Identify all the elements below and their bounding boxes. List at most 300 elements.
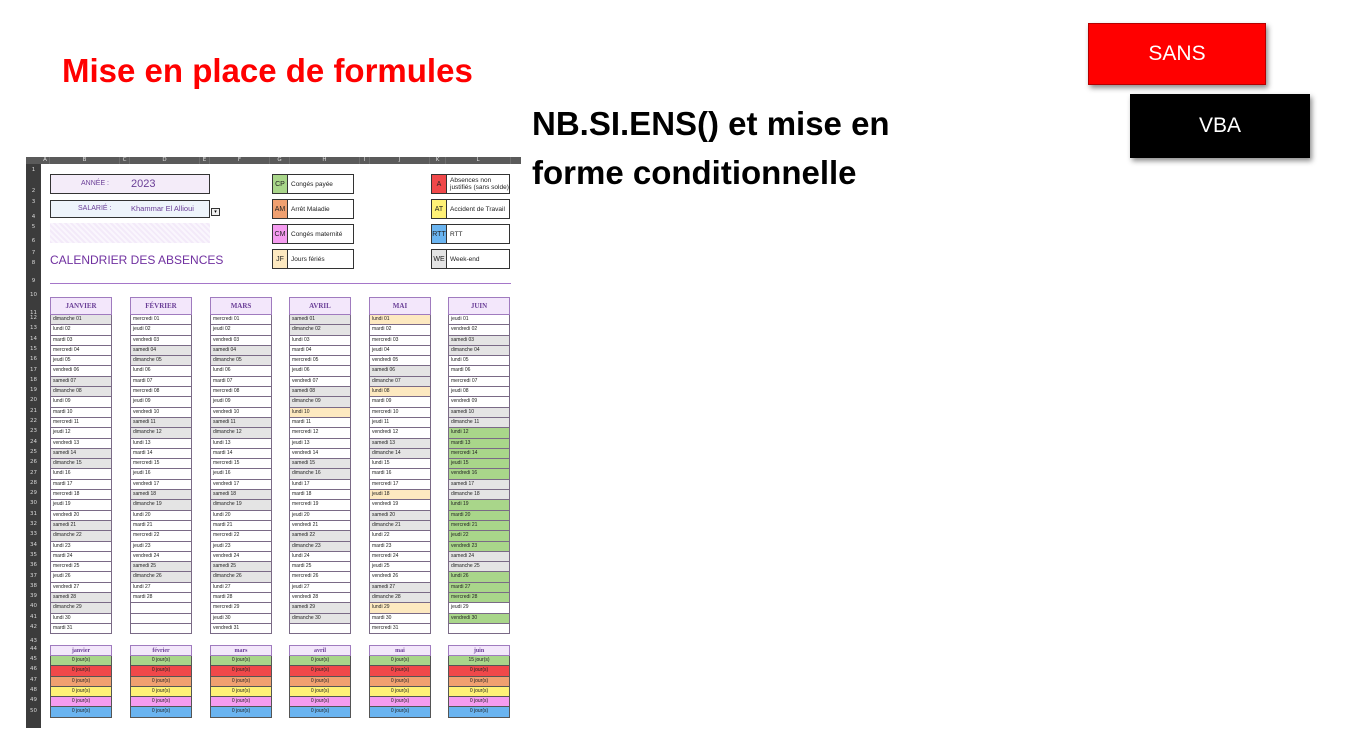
row-number[interactable]: 40 xyxy=(30,603,37,610)
day-cell[interactable]: vendredi 31 xyxy=(210,624,272,634)
day-cell[interactable]: mardi 28 xyxy=(130,593,192,603)
day-cell[interactable]: lundi 06 xyxy=(210,366,272,376)
day-cell[interactable]: vendredi 10 xyxy=(210,408,272,418)
day-cell[interactable]: samedi 03 xyxy=(448,336,510,346)
row-number[interactable]: 11 xyxy=(30,310,37,316)
day-cell[interactable]: mardi 09 xyxy=(369,397,431,407)
day-cell[interactable]: lundi 03 xyxy=(289,336,351,346)
summary-header: février xyxy=(130,645,192,656)
row-number[interactable]: 30 xyxy=(30,500,37,507)
day-cell[interactable]: mardi 14 xyxy=(210,449,272,459)
annee-box xyxy=(50,174,210,194)
day-cell[interactable]: vendredi 14 xyxy=(289,449,351,459)
day-cell[interactable]: lundi 02 xyxy=(50,325,112,335)
day-cell[interactable]: mercredi 29 xyxy=(210,603,272,613)
day-cell[interactable]: vendredi 02 xyxy=(448,325,510,335)
day-cell[interactable]: jeudi 05 xyxy=(50,356,112,366)
row-number[interactable]: 48 xyxy=(30,686,37,693)
day-cell[interactable]: dimanche 12 xyxy=(130,428,192,438)
day-cell[interactable]: mercredi 31 xyxy=(369,624,431,634)
day-cell[interactable]: jeudi 04 xyxy=(369,346,431,356)
legend-code-cp: CP xyxy=(272,174,288,194)
day-cell[interactable]: mercredi 22 xyxy=(210,531,272,541)
day-cell[interactable]: dimanche 09 xyxy=(289,397,351,407)
day-cell[interactable]: lundi 19 xyxy=(448,500,510,510)
day-cell[interactable]: samedi 13 xyxy=(369,439,431,449)
day-cell[interactable]: jeudi 27 xyxy=(289,583,351,593)
day-cell[interactable]: vendredi 09 xyxy=(448,397,510,407)
day-cell[interactable]: samedi 04 xyxy=(130,346,192,356)
day-cell[interactable]: vendredi 17 xyxy=(210,480,272,490)
row-number[interactable]: 1 xyxy=(31,167,36,173)
day-cell[interactable]: lundi 15 xyxy=(369,459,431,469)
legend-label-jf: Jours fériés xyxy=(288,249,354,269)
day-cell[interactable]: mardi 31 xyxy=(50,624,112,634)
day-cell[interactable]: mardi 07 xyxy=(130,377,192,387)
day-cell[interactable]: samedi 18 xyxy=(210,490,272,500)
day-cell[interactable]: mercredi 28 xyxy=(448,593,510,603)
day-cell[interactable]: vendredi 12 xyxy=(369,428,431,438)
row-number[interactable]: 28 xyxy=(30,479,37,486)
row-number[interactable]: 24 xyxy=(30,438,37,445)
month-column-5 xyxy=(369,297,431,634)
day-cell[interactable]: lundi 10 xyxy=(289,408,351,418)
day-cell[interactable]: lundi 08 xyxy=(369,387,431,397)
row-number[interactable]: 34 xyxy=(30,541,37,548)
day-cell[interactable]: dimanche 12 xyxy=(210,428,272,438)
month-column-3 xyxy=(210,297,272,634)
row-number[interactable]: 25 xyxy=(30,448,37,455)
day-cell[interactable]: lundi 16 xyxy=(50,469,112,479)
day-cell[interactable]: dimanche 21 xyxy=(369,521,431,531)
day-cell[interactable]: mardi 14 xyxy=(130,449,192,459)
day-cell[interactable]: dimanche 04 xyxy=(448,346,510,356)
day-cell[interactable]: samedi 14 xyxy=(50,449,112,459)
slide-title: Mise en place de formules xyxy=(62,52,473,89)
day-cell[interactable]: lundi 23 xyxy=(50,542,112,552)
day-cell[interactable]: jeudi 09 xyxy=(210,397,272,407)
column-header-c[interactable]: C xyxy=(120,157,130,164)
legend-label-a: Absences non justifiés (sans solde) xyxy=(447,174,510,194)
summary-count-cell: 0 jour(s) xyxy=(130,656,192,666)
day-cell[interactable]: samedi 01 xyxy=(289,315,351,325)
day-cell[interactable]: samedi 24 xyxy=(448,552,510,562)
column-header-bar xyxy=(26,157,521,164)
column-header-h[interactable]: H xyxy=(290,157,360,164)
row-number[interactable]: 41 xyxy=(30,613,37,620)
column-header-k[interactable]: K xyxy=(430,157,446,164)
day-cell[interactable]: mardi 25 xyxy=(289,562,351,572)
day-cell[interactable]: vendredi 28 xyxy=(289,593,351,603)
day-cell[interactable]: mardi 07 xyxy=(210,377,272,387)
day-cell[interactable]: jeudi 16 xyxy=(210,469,272,479)
day-cell[interactable]: vendredi 03 xyxy=(210,336,272,346)
day-cell[interactable]: lundi 01 xyxy=(369,315,431,325)
day-cell[interactable]: mardi 21 xyxy=(130,521,192,531)
chevron-down-icon: ▾ xyxy=(214,209,217,215)
row-number[interactable]: 44 xyxy=(30,646,37,652)
day-cell[interactable]: lundi 13 xyxy=(210,439,272,449)
row-number[interactable]: 19 xyxy=(30,387,37,394)
summary-count-cell: 0 jour(s) xyxy=(130,677,192,687)
day-cell[interactable]: mardi 20 xyxy=(448,511,510,521)
row-number[interactable]: 43 xyxy=(30,638,37,644)
day-cell[interactable]: lundi 05 xyxy=(448,356,510,366)
row-number[interactable]: 39 xyxy=(30,593,37,600)
day-cell[interactable]: jeudi 15 xyxy=(448,459,510,469)
row-number[interactable]: 33 xyxy=(30,531,37,538)
day-cell[interactable]: dimanche 26 xyxy=(210,572,272,582)
day-cell[interactable]: jeudi 30 xyxy=(210,614,272,624)
day-cell[interactable]: vendredi 10 xyxy=(130,408,192,418)
column-header-l[interactable]: L xyxy=(446,157,511,164)
column-header-b[interactable]: B xyxy=(50,157,120,164)
row-number[interactable]: 12 xyxy=(30,315,37,321)
day-cell[interactable] xyxy=(448,624,510,634)
day-cell[interactable]: samedi 07 xyxy=(50,377,112,387)
day-cell[interactable]: lundi 20 xyxy=(130,511,192,521)
day-cell[interactable]: mardi 18 xyxy=(289,490,351,500)
month-header: JANVIER xyxy=(50,297,112,315)
day-cell[interactable] xyxy=(130,614,192,624)
day-cell[interactable]: dimanche 05 xyxy=(130,356,192,366)
column-header-a[interactable]: A xyxy=(41,157,50,164)
row-number[interactable]: 6 xyxy=(31,238,36,244)
day-cell[interactable]: samedi 25 xyxy=(210,562,272,572)
row-number[interactable]: 31 xyxy=(30,510,37,517)
day-cell[interactable]: mardi 04 xyxy=(289,346,351,356)
day-cell[interactable]: mercredi 22 xyxy=(130,531,192,541)
legend-code-cm: CM xyxy=(272,224,288,244)
day-cell[interactable] xyxy=(289,624,351,634)
row-number[interactable]: 18 xyxy=(30,376,37,383)
day-cell[interactable]: dimanche 25 xyxy=(448,562,510,572)
summary-count-cell: 0 jour(s) xyxy=(210,687,272,697)
row-number[interactable]: 17 xyxy=(30,366,37,373)
day-cell[interactable]: lundi 06 xyxy=(130,366,192,376)
summary-column-1 xyxy=(50,645,112,718)
day-cell[interactable]: mercredi 11 xyxy=(50,418,112,428)
day-cell[interactable]: mercredi 15 xyxy=(130,459,192,469)
day-cell[interactable]: mercredi 05 xyxy=(289,356,351,366)
day-cell[interactable]: dimanche 28 xyxy=(369,593,431,603)
day-cell[interactable]: dimanche 30 xyxy=(289,614,351,624)
day-cell[interactable]: jeudi 16 xyxy=(130,469,192,479)
row-number[interactable]: 2 xyxy=(31,188,36,194)
day-cell[interactable]: mercredi 14 xyxy=(448,449,510,459)
row-number[interactable]: 27 xyxy=(30,469,37,476)
day-cell[interactable]: lundi 24 xyxy=(289,552,351,562)
day-cell[interactable]: jeudi 26 xyxy=(50,572,112,582)
day-cell[interactable]: mardi 16 xyxy=(369,469,431,479)
day-cell[interactable]: mercredi 12 xyxy=(289,428,351,438)
day-cell[interactable]: vendredi 24 xyxy=(130,552,192,562)
summary-count-cell: 0 jour(s) xyxy=(289,666,351,676)
day-cell[interactable]: mercredi 17 xyxy=(369,480,431,490)
day-cell[interactable]: jeudi 23 xyxy=(130,542,192,552)
summary-header: janvier xyxy=(50,645,112,656)
day-cell[interactable]: vendredi 06 xyxy=(50,366,112,376)
legend-code-we: WE xyxy=(431,249,447,269)
day-cell[interactable]: mardi 10 xyxy=(50,408,112,418)
row-number[interactable]: 29 xyxy=(30,490,37,497)
day-cell[interactable]: lundi 17 xyxy=(289,480,351,490)
row-number[interactable]: 42 xyxy=(30,624,37,630)
day-cell[interactable]: jeudi 12 xyxy=(50,428,112,438)
day-cell[interactable]: samedi 08 xyxy=(289,387,351,397)
row-number[interactable]: 22 xyxy=(30,418,37,424)
row-number[interactable]: 8 xyxy=(31,260,36,266)
day-cell[interactable]: jeudi 29 xyxy=(448,603,510,613)
day-cell[interactable]: mercredi 01 xyxy=(130,315,192,325)
column-header-j[interactable]: J xyxy=(370,157,430,164)
day-cell[interactable]: vendredi 03 xyxy=(130,336,192,346)
day-cell[interactable]: mardi 24 xyxy=(50,552,112,562)
day-cell[interactable]: vendredi 05 xyxy=(369,356,431,366)
summary-count-cell: 0 jour(s) xyxy=(50,707,112,717)
day-cell[interactable]: vendredi 16 xyxy=(448,469,510,479)
day-cell[interactable]: vendredi 26 xyxy=(369,572,431,582)
day-cell[interactable]: mercredi 08 xyxy=(210,387,272,397)
day-cell[interactable]: mercredi 25 xyxy=(50,562,112,572)
summary-header: mai xyxy=(369,645,431,656)
day-cell[interactable]: vendredi 19 xyxy=(369,500,431,510)
month-header: JUIN xyxy=(448,297,510,315)
day-cell[interactable]: mardi 28 xyxy=(210,593,272,603)
day-cell[interactable]: jeudi 01 xyxy=(448,315,510,325)
day-cell[interactable]: samedi 11 xyxy=(210,418,272,428)
annee-value[interactable]: 2023 xyxy=(131,178,156,190)
day-cell[interactable]: mercredi 07 xyxy=(448,377,510,387)
row-number[interactable]: 7 xyxy=(31,250,36,256)
day-cell[interactable]: lundi 12 xyxy=(448,428,510,438)
row-number[interactable]: 16 xyxy=(30,356,37,363)
row-number[interactable]: 5 xyxy=(31,224,36,230)
day-cell[interactable]: mardi 11 xyxy=(289,418,351,428)
day-cell[interactable]: mardi 30 xyxy=(369,614,431,624)
day-cell[interactable]: lundi 29 xyxy=(369,603,431,613)
month-column-6 xyxy=(448,297,510,634)
day-cell[interactable]: samedi 27 xyxy=(369,583,431,593)
row-number[interactable]: 3 xyxy=(31,199,36,205)
day-cell[interactable]: vendredi 27 xyxy=(50,583,112,593)
row-number[interactable]: 13 xyxy=(30,325,37,332)
day-cell[interactable]: jeudi 22 xyxy=(448,531,510,541)
summary-count-cell: 0 jour(s) xyxy=(289,707,351,717)
slide-subtitle: NB.SI.ENS() et mise en forme conditionnelle xyxy=(532,105,890,191)
day-cell[interactable]: mercredi 18 xyxy=(50,490,112,500)
row-number[interactable]: 32 xyxy=(30,521,37,527)
day-cell[interactable]: samedi 18 xyxy=(130,490,192,500)
day-cell[interactable]: mercredi 01 xyxy=(210,315,272,325)
salarie-dropdown[interactable] xyxy=(211,208,220,216)
day-cell[interactable]: samedi 25 xyxy=(130,562,192,572)
day-cell[interactable]: vendredi 30 xyxy=(448,614,510,624)
summary-count-cell: 0 jour(s) xyxy=(448,666,510,676)
legend-label-am: Arrêt Maladie xyxy=(288,199,354,219)
column-header-f[interactable]: F xyxy=(210,157,270,164)
day-cell[interactable]: jeudi 19 xyxy=(50,500,112,510)
summary-count-cell: 0 jour(s) xyxy=(289,677,351,687)
day-cell[interactable]: vendredi 24 xyxy=(210,552,272,562)
day-cell[interactable]: mardi 23 xyxy=(369,542,431,552)
legend-code-rtt: RTT xyxy=(431,224,447,244)
day-cell[interactable]: lundi 13 xyxy=(130,439,192,449)
day-cell[interactable]: mercredi 19 xyxy=(289,500,351,510)
summary-count-cell: 0 jour(s) xyxy=(448,697,510,707)
day-cell[interactable]: dimanche 19 xyxy=(130,500,192,510)
day-cell[interactable]: mardi 17 xyxy=(50,480,112,490)
day-cell[interactable]: vendredi 23 xyxy=(448,542,510,552)
day-cell[interactable]: mercredi 03 xyxy=(369,336,431,346)
day-cell[interactable]: dimanche 14 xyxy=(369,449,431,459)
hatched-area xyxy=(50,223,210,243)
day-cell[interactable]: dimanche 29 xyxy=(50,603,112,613)
day-cell[interactable]: vendredi 17 xyxy=(130,480,192,490)
day-cell[interactable]: mardi 03 xyxy=(50,336,112,346)
day-cell[interactable]: vendredi 07 xyxy=(289,377,351,387)
day-cell[interactable]: mercredi 24 xyxy=(369,552,431,562)
day-cell[interactable]: samedi 06 xyxy=(369,366,431,376)
day-cell[interactable]: dimanche 07 xyxy=(369,377,431,387)
day-cell[interactable]: jeudi 13 xyxy=(289,439,351,449)
day-cell[interactable]: jeudi 02 xyxy=(130,325,192,335)
day-cell[interactable]: lundi 20 xyxy=(210,511,272,521)
calendar-title: CALENDRIER DES ABSENCES xyxy=(50,253,224,267)
day-cell[interactable] xyxy=(130,624,192,634)
day-cell[interactable]: dimanche 02 xyxy=(289,325,351,335)
day-cell[interactable]: lundi 09 xyxy=(50,397,112,407)
row-number[interactable]: 26 xyxy=(30,459,37,466)
summary-count-cell: 0 jour(s) xyxy=(289,697,351,707)
day-cell[interactable]: mercredi 26 xyxy=(289,572,351,582)
day-cell[interactable]: dimanche 16 xyxy=(289,469,351,479)
salarie-value[interactable]: Khammar El Allioui xyxy=(131,204,194,213)
day-cell[interactable]: dimanche 26 xyxy=(130,572,192,582)
day-cell[interactable]: samedi 17 xyxy=(448,480,510,490)
day-cell[interactable] xyxy=(130,603,192,613)
day-cell[interactable]: mardi 21 xyxy=(210,521,272,531)
day-cell[interactable]: jeudi 06 xyxy=(289,366,351,376)
row-number[interactable]: 46 xyxy=(30,666,37,673)
day-cell[interactable]: mardi 27 xyxy=(448,583,510,593)
summary-count-cell: 15 jour(s) xyxy=(448,656,510,666)
month-header: FÉVRIER xyxy=(130,297,192,315)
day-cell[interactable]: dimanche 08 xyxy=(50,387,112,397)
summary-count-cell: 0 jour(s) xyxy=(210,666,272,676)
day-cell[interactable]: samedi 15 xyxy=(289,459,351,469)
day-cell[interactable]: jeudi 20 xyxy=(289,511,351,521)
day-cell[interactable]: dimanche 01 xyxy=(50,315,112,325)
day-cell[interactable]: mardi 02 xyxy=(369,325,431,335)
day-cell[interactable]: mardi 13 xyxy=(448,439,510,449)
vba-button[interactable]: VBA xyxy=(1130,94,1310,158)
day-cell[interactable]: samedi 20 xyxy=(369,511,431,521)
column-header-g[interactable]: G xyxy=(270,157,290,164)
row-header-bar xyxy=(26,164,41,728)
column-header-e[interactable]: E xyxy=(200,157,210,164)
day-cell[interactable]: samedi 28 xyxy=(50,593,112,603)
day-cell[interactable]: lundi 27 xyxy=(210,583,272,593)
day-cell[interactable]: mercredi 04 xyxy=(50,346,112,356)
summary-count-cell: 0 jour(s) xyxy=(448,687,510,697)
day-cell[interactable]: jeudi 23 xyxy=(210,542,272,552)
day-cell[interactable]: dimanche 15 xyxy=(50,459,112,469)
day-cell[interactable]: vendredi 13 xyxy=(50,439,112,449)
summary-count-cell: 0 jour(s) xyxy=(210,697,272,707)
column-header-d[interactable]: D xyxy=(130,157,200,164)
row-number[interactable]: 10 xyxy=(30,292,37,298)
row-number[interactable]: 15 xyxy=(30,345,37,352)
row-number[interactable]: 4 xyxy=(31,214,36,220)
summary-header: avril xyxy=(289,645,351,656)
day-cell[interactable]: dimanche 18 xyxy=(448,490,510,500)
row-number[interactable]: 50 xyxy=(30,707,37,714)
row-number[interactable]: 37 xyxy=(30,572,37,579)
row-number[interactable]: 47 xyxy=(30,676,37,683)
day-cell[interactable]: mercredi 21 xyxy=(448,521,510,531)
day-cell[interactable]: jeudi 11 xyxy=(369,418,431,428)
month-header: MAI xyxy=(369,297,431,315)
day-cell[interactable]: samedi 11 xyxy=(130,418,192,428)
day-cell[interactable]: samedi 22 xyxy=(289,531,351,541)
row-number[interactable]: 45 xyxy=(30,656,37,662)
day-cell[interactable]: samedi 29 xyxy=(289,603,351,613)
row-number[interactable]: 35 xyxy=(30,551,37,558)
day-cell[interactable]: vendredi 20 xyxy=(50,511,112,521)
day-cell[interactable]: samedi 21 xyxy=(50,521,112,531)
day-cell[interactable]: vendredi 21 xyxy=(289,521,351,531)
day-cell[interactable]: mardi 06 xyxy=(448,366,510,376)
summary-header: mars xyxy=(210,645,272,656)
row-number[interactable]: 9 xyxy=(31,278,36,284)
day-cell[interactable]: jeudi 02 xyxy=(210,325,272,335)
row-number[interactable]: 21 xyxy=(30,407,37,414)
day-cell[interactable]: lundi 27 xyxy=(130,583,192,593)
month-column-1 xyxy=(50,297,112,634)
day-cell[interactable]: mercredi 08 xyxy=(130,387,192,397)
day-cell[interactable]: dimanche 05 xyxy=(210,356,272,366)
day-cell[interactable]: dimanche 22 xyxy=(50,531,112,541)
row-number[interactable]: 20 xyxy=(30,397,37,404)
day-cell[interactable]: dimanche 19 xyxy=(210,500,272,510)
legend-label-cm: Congés maternité xyxy=(288,224,354,244)
day-cell[interactable]: jeudi 18 xyxy=(369,490,431,500)
day-cell[interactable]: lundi 26 xyxy=(448,572,510,582)
day-cell[interactable]: samedi 10 xyxy=(448,408,510,418)
day-cell[interactable]: dimanche 23 xyxy=(289,542,351,552)
day-cell[interactable]: mercredi 10 xyxy=(369,408,431,418)
row-number[interactable]: 14 xyxy=(30,335,37,342)
row-number[interactable]: 36 xyxy=(30,562,37,569)
sans-button[interactable]: SANS xyxy=(1088,23,1266,85)
day-cell[interactable]: mercredi 15 xyxy=(210,459,272,469)
day-cell[interactable]: samedi 04 xyxy=(210,346,272,356)
summary-column-6 xyxy=(448,645,510,718)
day-cell[interactable]: jeudi 25 xyxy=(369,562,431,572)
row-number[interactable]: 23 xyxy=(30,428,37,435)
day-cell[interactable]: jeudi 09 xyxy=(130,397,192,407)
column-header-i[interactable]: I xyxy=(360,157,370,164)
row-number[interactable]: 38 xyxy=(30,582,37,589)
summary-count-cell: 0 jour(s) xyxy=(369,656,431,666)
day-cell[interactable]: dimanche 11 xyxy=(448,418,510,428)
day-cell[interactable]: jeudi 08 xyxy=(448,387,510,397)
row-number[interactable]: 49 xyxy=(30,697,37,704)
day-cell[interactable]: lundi 30 xyxy=(50,614,112,624)
day-cell[interactable]: lundi 22 xyxy=(369,531,431,541)
summary-count-cell: 0 jour(s) xyxy=(289,687,351,697)
